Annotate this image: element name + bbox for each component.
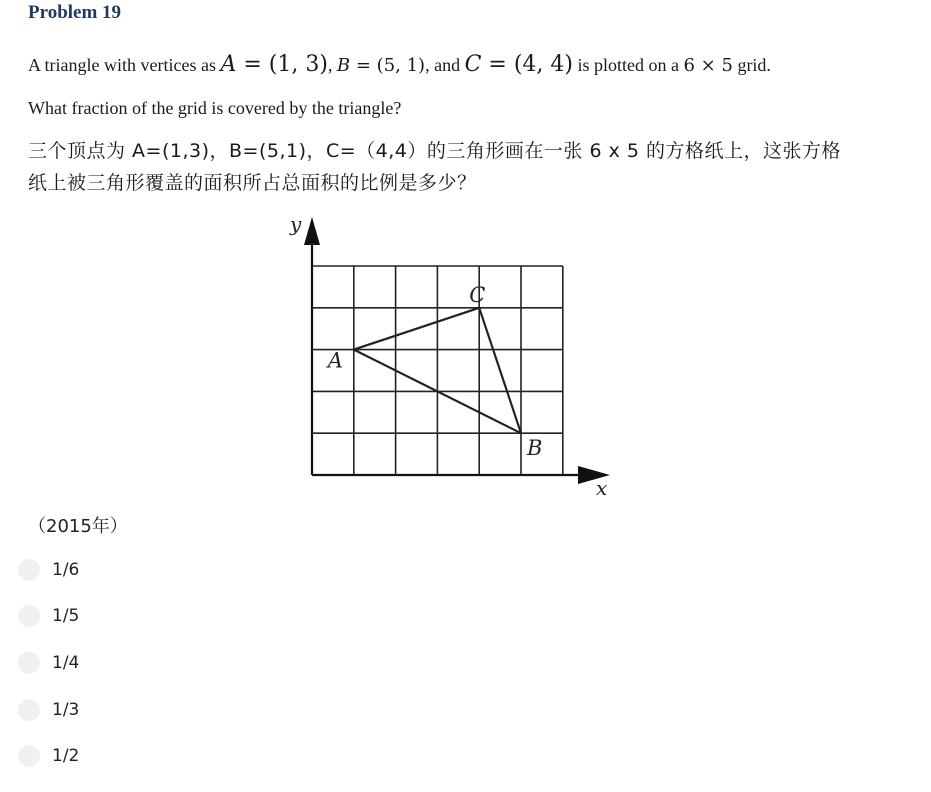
option-label: 1/2 bbox=[52, 746, 80, 766]
radio-circle-icon[interactable] bbox=[18, 699, 40, 721]
grid-size-math: 6 × 5 bbox=[683, 55, 733, 76]
option-label: 1/3 bbox=[52, 700, 80, 720]
radio-circle-icon[interactable] bbox=[18, 559, 40, 581]
option-1-4[interactable] bbox=[18, 648, 79, 678]
axes bbox=[312, 235, 585, 475]
radio-circle-icon[interactable] bbox=[18, 605, 40, 627]
option-1-3[interactable] bbox=[18, 695, 79, 725]
triangle-grid-figure bbox=[280, 205, 620, 500]
problem-question-en: What fraction of the grid is covered by the triangle? bbox=[28, 98, 402, 118]
option-1-6[interactable] bbox=[18, 555, 79, 585]
vertex-label-b: B bbox=[527, 436, 543, 461]
statement-text: A triangle with vertices as bbox=[28, 55, 221, 75]
grid bbox=[312, 266, 563, 475]
problem-statement-cn-2: 纸上被三角形覆盖的面积所占总面积的比例是多少？ bbox=[28, 172, 477, 194]
vertex-a-math: A = (1, 3) bbox=[220, 52, 328, 77]
option-label: 1/5 bbox=[52, 606, 80, 626]
statement-text: grid. bbox=[732, 55, 771, 75]
vertex-b-math: B = (5, 1) bbox=[336, 55, 426, 76]
x-axis-label: x bbox=[596, 476, 608, 500]
problem-statement-cn-1: 三个顶点为 A=(1,3)，B=(5,1)，C=（4,4）的三角形画在一张 6 x 5 的方格纸上，这张方格 bbox=[28, 140, 841, 162]
vertex-label-a: A bbox=[327, 348, 343, 373]
option-label: 1/4 bbox=[52, 653, 80, 673]
problem-statement-en-1 bbox=[28, 52, 771, 77]
radio-circle-icon[interactable] bbox=[18, 745, 40, 767]
option-label: 1/6 bbox=[52, 560, 80, 580]
vertex-label-c: C bbox=[469, 282, 486, 307]
year-tag: （2015年） bbox=[28, 516, 128, 537]
problem-title: Problem 19 bbox=[28, 2, 122, 23]
option-1-5[interactable] bbox=[18, 601, 79, 631]
option-1-2[interactable] bbox=[18, 741, 79, 771]
vertex-c-math: C = (4, 4) bbox=[464, 52, 573, 77]
statement-text: is plotted on a bbox=[573, 55, 684, 75]
statement-text: , and bbox=[425, 55, 465, 75]
y-axis-arrow-icon bbox=[304, 217, 320, 245]
radio-circle-icon[interactable] bbox=[18, 652, 40, 674]
statement-text: , bbox=[327, 55, 337, 75]
y-axis-label: y bbox=[290, 212, 302, 236]
